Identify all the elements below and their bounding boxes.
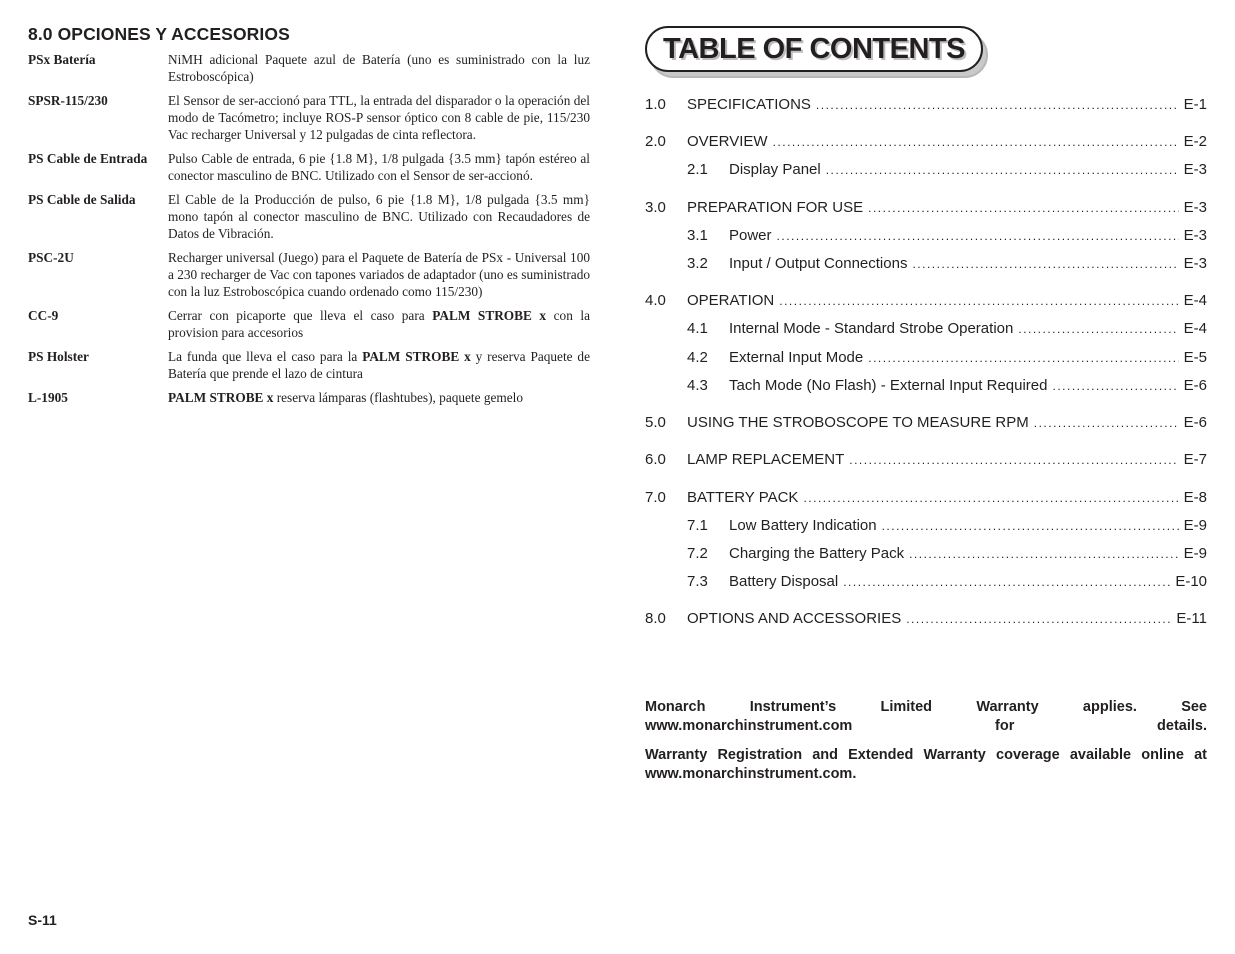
toc-entry	[645, 320, 1207, 340]
toc-page-ref: E-2	[1183, 133, 1207, 150]
section-heading: 8.0 OPCIONES Y ACCESORIOS	[28, 24, 290, 44]
desc-text: y reserva Paquete de Batería que prende el lazo de cintura	[168, 349, 590, 381]
toc-label: OPERATION	[687, 292, 775, 309]
desc-text: Cerrar con picaporte que lleva el caso para	[168, 308, 433, 323]
toc-page-ref: E-8	[1183, 489, 1207, 506]
toc-label: SPECIFICATIONS	[687, 96, 811, 113]
desc-text: con la provision para accesorios	[168, 308, 591, 340]
toc-number: 7.0	[645, 489, 666, 506]
toc-number: 4.3	[687, 377, 708, 394]
toc-label: Display Panel	[729, 161, 821, 178]
accessory-name: PS Cable de Entrada	[28, 151, 148, 166]
toc-leader-dots	[849, 453, 1178, 467]
toc-leader-dots	[868, 201, 1179, 215]
accessory-name: PSx Batería	[28, 52, 96, 67]
toc-page-ref: E-5	[1183, 349, 1207, 366]
toc-entry	[645, 489, 1207, 509]
toc-entry	[645, 199, 1207, 219]
toc-entry	[645, 610, 1207, 630]
warranty-notice	[645, 698, 1207, 794]
accessory-name: PS Holster	[28, 349, 89, 364]
toc-page-ref: E-9	[1183, 545, 1207, 562]
accessory-name: L-1905	[28, 390, 68, 405]
toc-entry	[645, 96, 1207, 116]
toc-leader-dots	[803, 491, 1178, 505]
toc-leader-dots	[882, 519, 1179, 533]
toc-entry	[645, 545, 1207, 565]
toc-entry	[645, 377, 1207, 397]
toc-page-ref: E-3	[1183, 227, 1207, 244]
toc-leader-dots	[906, 612, 1171, 626]
accessories-section	[28, 24, 590, 413]
toc-leader-dots	[843, 575, 1170, 589]
toc-page-ref: E-6	[1183, 414, 1207, 431]
toc-page-ref: E-4	[1183, 292, 1207, 309]
accessory-row	[28, 249, 590, 300]
accessory-description	[168, 348, 590, 382]
toc-number: 7.1	[687, 517, 708, 534]
toc-entry	[645, 292, 1207, 312]
toc-number: 5.0	[645, 414, 666, 431]
toc-number: 4.0	[645, 292, 666, 309]
toc-number: 8.0	[645, 610, 666, 627]
product-name: PALM STROBE x	[432, 308, 547, 323]
toc-title-box	[645, 26, 990, 78]
toc-number: 7.3	[687, 573, 708, 590]
toc-entry	[645, 414, 1207, 434]
accessory-description: Pulso Cable de entrada, 6 pie {1.8 M}, 1/8 pulgada {3.5 mm} tapón estéreo al conector masculino de BNC. Utilizado con el Sensor de ser-accionó.	[168, 151, 590, 183]
toc-number: 4.2	[687, 349, 708, 366]
desc-text: La funda que lleva el caso para la	[168, 349, 363, 364]
toc-entry	[645, 133, 1207, 153]
toc-page-ref: E-1	[1183, 96, 1207, 113]
toc-leader-dots	[779, 294, 1178, 308]
toc-page-ref: E-7	[1183, 451, 1207, 468]
toc-entry	[645, 517, 1207, 537]
toc-label: Low Battery Indication	[729, 517, 877, 534]
accessory-description: Recharger universal (Juego) para el Paquete de Batería de PSx - Universal 100 a 230 recharger de Vac con tapones variados de adaptador (uno es suministrado con la luz Estroboscópica cuando ordenado como 115/230)	[168, 250, 590, 299]
toc-label: Internal Mode - Standard Strobe Operation	[729, 320, 1014, 337]
toc-leader-dots	[777, 229, 1179, 243]
toc-leader-dots	[773, 135, 1179, 149]
toc-number: 3.0	[645, 199, 666, 216]
toc-number: 7.2	[687, 545, 708, 562]
toc-number: 1.0	[645, 96, 666, 113]
toc-number: 6.0	[645, 451, 666, 468]
toc-page-ref: E-4	[1183, 320, 1207, 337]
toc-label: BATTERY PACK	[687, 489, 799, 506]
toc-entry	[645, 573, 1207, 593]
toc-label: Tach Mode (No Flash) - External Input Required	[729, 377, 1048, 394]
toc-number: 3.1	[687, 227, 708, 244]
toc-label: OPTIONS AND ACCESSORIES	[687, 610, 902, 627]
toc-leader-dots	[1052, 379, 1178, 393]
toc-page-ref: E-6	[1183, 377, 1207, 394]
toc-label: Input / Output Connections	[729, 255, 908, 272]
toc-number: 2.0	[645, 133, 666, 150]
page-number: S-11	[28, 912, 57, 928]
toc-entry	[645, 227, 1207, 247]
toc-title: TABLE OF CONTENTS	[645, 26, 983, 72]
accessory-row	[28, 51, 590, 85]
toc-leader-dots	[909, 547, 1179, 561]
accessory-description: El Cable de la Producción de pulso, 6 pie {1.8 M}, 1/8 pulgada {3.5 mm} mono tapón al conector masculino de BNC. Utilizado con Recaudadores de Datos de Vibración.	[168, 192, 590, 241]
toc-label: Charging the Battery Pack	[729, 545, 905, 562]
accessory-name: PSC-2U	[28, 250, 74, 265]
toc-leader-dots	[816, 98, 1179, 112]
accessory-row	[28, 150, 590, 184]
toc-number: 4.1	[687, 320, 708, 337]
accessory-row	[28, 389, 590, 406]
toc-entry	[645, 451, 1207, 471]
toc-leader-dots	[826, 163, 1179, 177]
accessory-name: SPSR-115/230	[28, 93, 108, 108]
toc-label: Power	[729, 227, 772, 244]
toc-number: 2.1	[687, 161, 708, 178]
toc-entry	[645, 255, 1207, 275]
toc-label: PREPARATION FOR USE	[687, 199, 864, 216]
desc-text: reserva lámparas (flashtubes), paquete gemelo	[273, 390, 523, 405]
product-name: PALM STROBE x	[168, 390, 274, 405]
accessory-description: El Sensor de ser-accionó para TTL, la entrada del disparador o la operación del modo de Tacómetro; incluye ROS-P sensor óptico con 8 cable de pie, 115/230 Vac recharger Universal y 12 pulgadas de cinta reflectora.	[168, 93, 590, 142]
toc-leader-dots	[1018, 322, 1178, 336]
toc-label: USING THE STROBOSCOPE TO MEASURE RPM	[687, 414, 1029, 431]
toc-page-ref: E-3	[1183, 161, 1207, 178]
toc-entry	[645, 349, 1207, 369]
toc-label: Battery Disposal	[729, 573, 839, 590]
toc-leader-dots	[912, 257, 1178, 271]
accessory-row	[28, 307, 590, 341]
accessory-description	[168, 389, 590, 406]
accessory-name: PS Cable de Salida	[28, 192, 136, 207]
toc-page-ref: E-3	[1183, 255, 1207, 272]
warranty-text: Monarch Instrument’s Limited Warranty applies. See www.monarchinstrument.com for details.	[645, 699, 1207, 734]
toc-leader-dots	[1034, 416, 1179, 430]
accessory-row	[28, 191, 590, 242]
warranty-registration-text: Warranty Registration and Extended Warranty coverage available online at www.monarchinstrument.com.	[645, 747, 1207, 782]
accessory-row	[28, 348, 590, 382]
table-of-contents	[645, 26, 1207, 627]
toc-page-ref: E-3	[1183, 199, 1207, 216]
accessory-description: NiMH adicional Paquete azul de Batería (uno es suministrado con la luz Estroboscópica)	[168, 52, 590, 84]
toc-number: 3.2	[687, 255, 708, 272]
accessory-row	[28, 92, 590, 143]
toc-entry	[645, 161, 1207, 181]
toc-label: LAMP REPLACEMENT	[687, 451, 845, 468]
accessory-name: CC-9	[28, 308, 59, 323]
toc-page-ref: E-9	[1183, 517, 1207, 534]
toc-leader-dots	[868, 351, 1178, 365]
toc-label: External Input Mode	[729, 349, 864, 366]
toc-page-ref: E-11	[1176, 610, 1207, 627]
toc-label: OVERVIEW	[687, 133, 768, 150]
product-name: PALM STROBE x	[362, 349, 471, 364]
accessory-description	[168, 307, 590, 341]
toc-page-ref: E-10	[1175, 573, 1207, 590]
